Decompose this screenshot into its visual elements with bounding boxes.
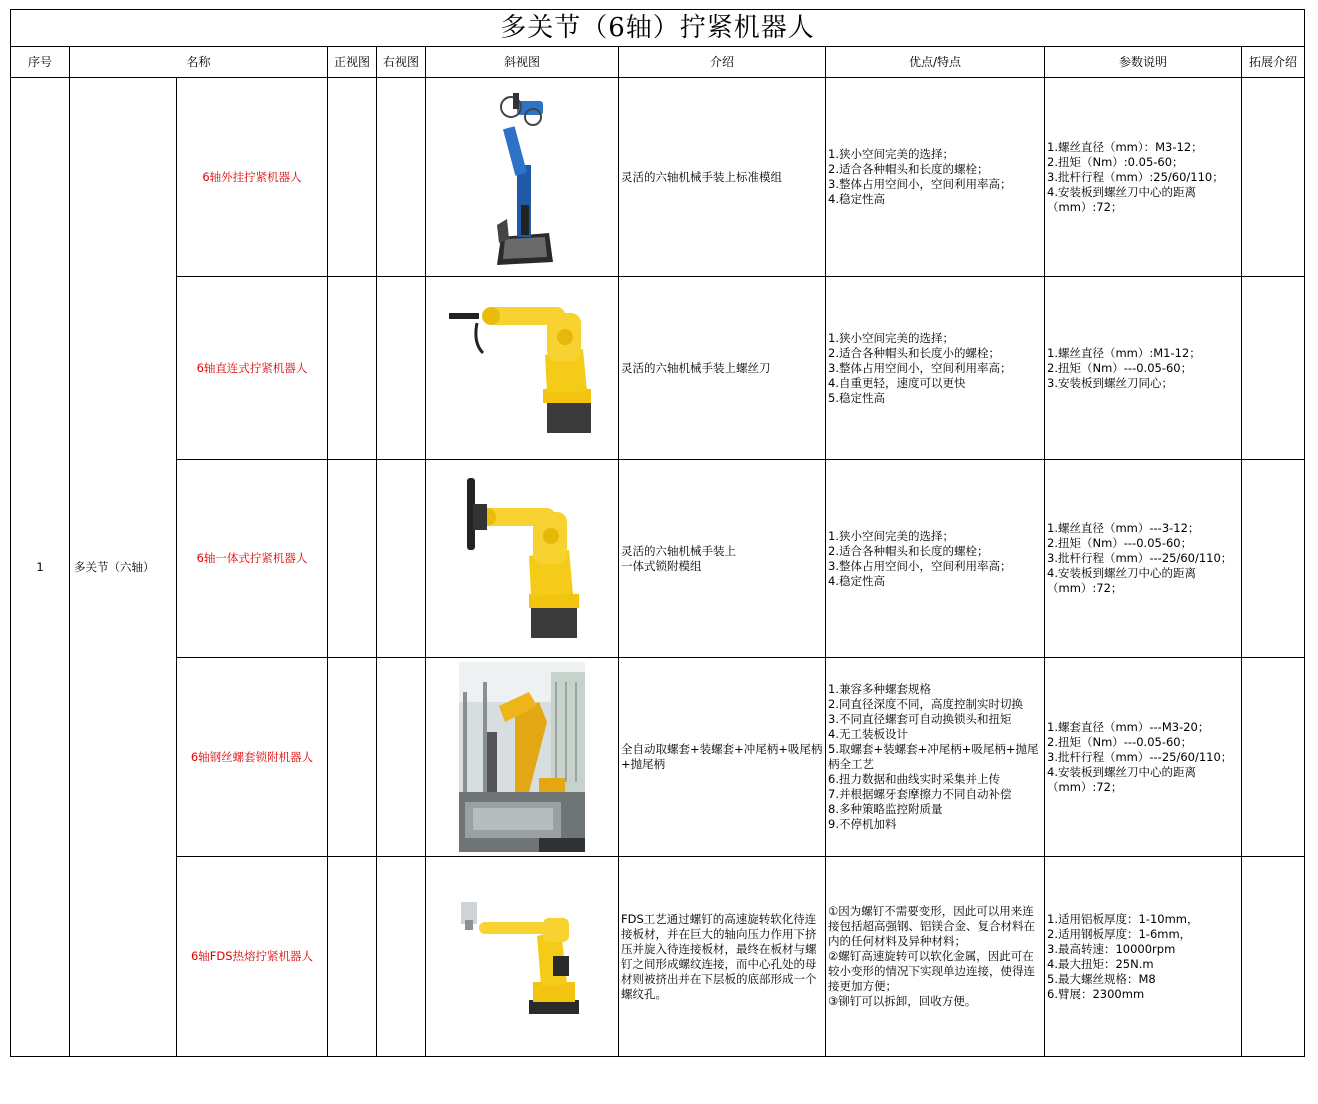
blue-robot-arm-icon bbox=[487, 87, 557, 267]
header-params: 参数说明 bbox=[1045, 47, 1242, 78]
front-view-cell bbox=[328, 857, 377, 1057]
features-cell: ①因为螺钉不需要变形，因此可以用来连接包括超高强钢、铝镁合金、复合材料在内的任何材料及异种材料； ②螺钉高速旋转可以软化金属，因此可在较小变形的情况下实现单边连接，使得连接更加方便； ③铆钉可以拆卸，回收方便。 bbox=[826, 857, 1045, 1057]
header-features: 优点/特点 bbox=[826, 47, 1045, 78]
front-view-cell bbox=[328, 78, 377, 277]
oblique-image-cell bbox=[426, 460, 619, 658]
right-view-cell bbox=[377, 78, 426, 277]
intro-cell: FDS工艺通过螺钉的高速旋转软化待连接板材，并在巨大的轴向压力作用下挤压并旋入待连接板材，最终在板材与螺钉之间形成螺纹连接，而中心孔处的母材则被挤出并在下层板的底部形成一个螺纹孔。 bbox=[619, 857, 826, 1057]
front-view-cell bbox=[328, 277, 377, 460]
product-name: 6轴直连式拧紧机器人 bbox=[177, 277, 328, 460]
intro-cell: 灵活的六轴机械手装上螺丝刀 bbox=[619, 277, 826, 460]
product-name: 6轴钢丝螺套锁附机器人 bbox=[177, 658, 328, 857]
front-view-cell bbox=[328, 658, 377, 857]
right-view-cell bbox=[377, 857, 426, 1057]
header-intro: 介绍 bbox=[619, 47, 826, 78]
header-row bbox=[11, 47, 1305, 78]
table-row bbox=[11, 460, 1305, 658]
header-name: 名称 bbox=[70, 47, 328, 78]
params-cell: 1.适用铝板厚度：1-10mm， 2.适用钢板厚度：1-6mm， 3.最高转速：10000rpm 4.最大扭矩：25N.m 5.最大螺丝规格：M8 6.臂展：2300mm bbox=[1045, 857, 1242, 1057]
seq-cell: 1 bbox=[11, 78, 70, 1057]
extension-cell bbox=[1242, 658, 1305, 857]
params-cell: 1.螺套直径（mm）---M3-20； 2.扭矩（Nm）---0.05-60； 3.批杆行程（mm）---25/60/110； 4.安装板到螺丝刀中心的距离（mm）:72； bbox=[1045, 658, 1242, 857]
oblique-image-cell bbox=[426, 658, 619, 857]
front-view-cell bbox=[328, 460, 377, 658]
sheet-title: 多关节（6轴）拧紧机器人 bbox=[11, 10, 1305, 47]
product-name: 6轴FDS热熔拧紧机器人 bbox=[177, 857, 328, 1057]
workcell-photo-icon bbox=[459, 662, 585, 852]
header-right-view: 右视图 bbox=[377, 47, 426, 78]
table-row bbox=[11, 277, 1305, 460]
oblique-image-cell bbox=[426, 857, 619, 1057]
intro-cell: 灵活的六轴机械手装上标准模组 bbox=[619, 78, 826, 277]
oblique-image-cell bbox=[426, 78, 619, 277]
product-name: 6轴外挂拧紧机器人 bbox=[177, 78, 328, 277]
table-row bbox=[11, 78, 1305, 277]
category-cell: 多关节（六轴） bbox=[70, 78, 177, 1057]
features-cell: 1.兼容多种螺套规格 2.同直径深度不同，高度控制实时切换 3.不同直径螺套可自动换锁头和扭矩 4.无工装板设计 5.取螺套+装螺套+冲尾柄+吸尾柄+抛尾柄全工艺 6.扭力数据和曲线实时采集并上传 7.并根据螺牙套摩擦力不同自动补偿 8.多种策略监控附质量 9.不停机加料 bbox=[826, 658, 1045, 857]
header-seq: 序号 bbox=[11, 47, 70, 78]
params-cell: 1.螺丝直径（mm）：M3-12； 2.扭矩（Nm）:0.05-60； 3.批杆行程（mm）:25/60/110； 4.安装板到螺丝刀中心的距离（mm）:72； bbox=[1045, 78, 1242, 277]
extension-cell bbox=[1242, 460, 1305, 658]
table-row bbox=[11, 658, 1305, 857]
oblique-image-cell bbox=[426, 277, 619, 460]
features-cell: 1.狭小空间完美的选择； 2.适合各种帽头和长度的螺栓； 3.整体占用空间小，空间利用率高； 4.稳定性高 bbox=[826, 460, 1045, 658]
header-extension: 拓展介绍 bbox=[1242, 47, 1305, 78]
features-cell: 1.狭小空间完美的选择； 2.适合各种帽头和长度的螺栓； 3.整体占用空间小，空间利用率高； 4.稳定性高 bbox=[826, 78, 1045, 277]
header-front-view: 正视图 bbox=[328, 47, 377, 78]
params-cell: 1.螺丝直径（mm）---3-12； 2.扭矩（Nm）---0.05-60； 3.批杆行程（mm）---25/60/110； 4.安装板到螺丝刀中心的距离（mm）:72； bbox=[1045, 460, 1242, 658]
features-cell: 1.狭小空间完美的选择； 2.适合各种帽头和长度小的螺栓； 3.整体占用空间小，空间利用率高； 4.自重更轻，速度可以更快 5.稳定性高 bbox=[826, 277, 1045, 460]
intro-cell: 灵活的六轴机械手装上 一体式锁附模组 bbox=[619, 460, 826, 658]
yellow-robot-arm-icon bbox=[447, 293, 597, 443]
extension-cell bbox=[1242, 857, 1305, 1057]
right-view-cell bbox=[377, 658, 426, 857]
table-row bbox=[11, 857, 1305, 1057]
spreadsheet bbox=[10, 9, 1304, 1057]
product-name: 6轴一体式拧紧机器人 bbox=[177, 460, 328, 658]
intro-cell: 全自动取螺套+装螺套+冲尾柄+吸尾柄+抛尾柄 bbox=[619, 658, 826, 857]
params-cell: 1.螺丝直径（mm）:M1-12； 2.扭矩（Nm）---0.05-60； 3.安装板到螺丝刀同心； bbox=[1045, 277, 1242, 460]
extension-cell bbox=[1242, 78, 1305, 277]
yellow-large-robot-icon bbox=[457, 896, 587, 1018]
header-oblique-view: 斜视图 bbox=[426, 47, 619, 78]
extension-cell bbox=[1242, 277, 1305, 460]
yellow-robot-arm-icon bbox=[457, 474, 587, 644]
right-view-cell bbox=[377, 277, 426, 460]
right-view-cell bbox=[377, 460, 426, 658]
robot-table bbox=[10, 9, 1305, 1057]
